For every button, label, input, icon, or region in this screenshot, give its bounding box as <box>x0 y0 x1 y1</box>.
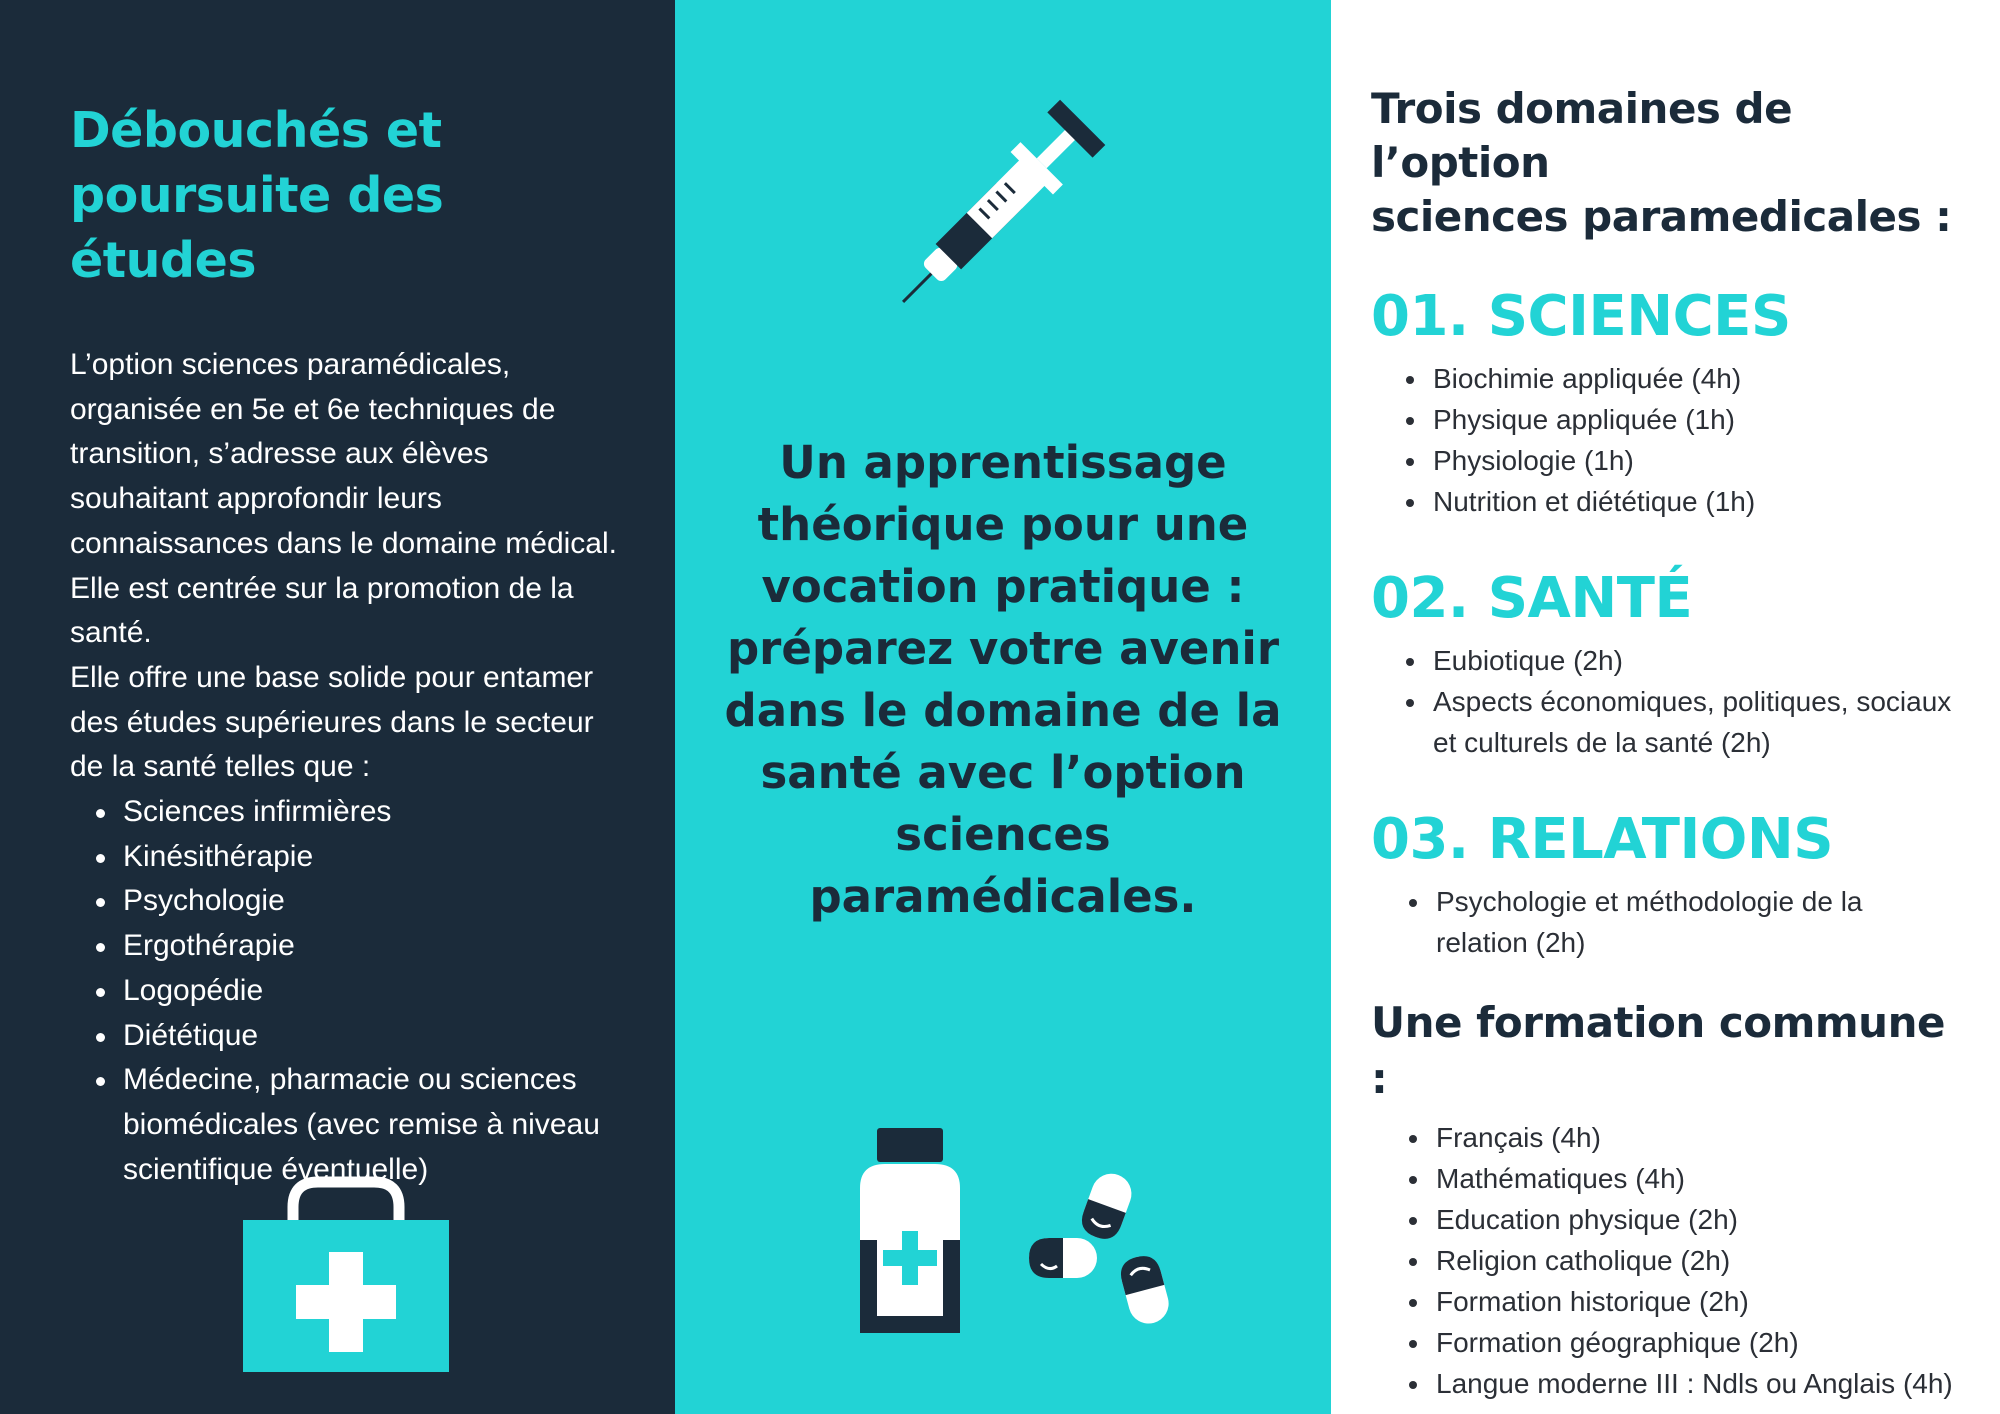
relations-list <box>1371 881 1960 963</box>
sciences-list <box>1371 358 1960 522</box>
left-title-line2: poursuite des études <box>70 167 444 289</box>
right-title-line1: Trois domaines de l’option <box>1371 84 1793 187</box>
statement-text: Un apprentissage théorique pour une vocation pratique : préparez votre avenir dans le domaine de la santé avec l’option sciences paramédicales. <box>724 436 1282 923</box>
list-item: Formation historique (2h) <box>1436 1281 1960 1322</box>
middle-panel <box>675 0 1331 1414</box>
list-item: Kinésithérapie <box>123 835 625 880</box>
list-item: Physique appliquée (1h) <box>1433 399 1960 440</box>
domain-heading-sciences: 01. SCIENCES <box>1371 284 1791 349</box>
left-title-line1: Débouchés et <box>70 102 442 159</box>
list-item: Psychologie et méthodologie de la relation (2h) <box>1436 881 1960 963</box>
list-item: Aspects économiques, politiques, sociaux et culturels de la santé (2h) <box>1433 681 1960 763</box>
list-item: Nutrition et diététique (1h) <box>1433 481 1960 522</box>
list-item: Religion catholique (2h) <box>1436 1240 1960 1281</box>
common-training-title: Une formation commune : <box>1371 998 1945 1103</box>
list-item: Diététique <box>123 1014 625 1059</box>
first-aid-kit-icon <box>243 1172 449 1372</box>
domain-heading-sante: 02. SANTÉ <box>1371 566 1693 631</box>
list-item: Formation géographique (2h) <box>1436 1322 1960 1363</box>
pills-icon <box>1027 1168 1177 1338</box>
right-title <box>1371 82 1960 244</box>
list-item: Ergothérapie <box>123 924 625 969</box>
studies-list <box>70 790 625 1192</box>
list-item: Mathématiques (4h) <box>1436 1158 1960 1199</box>
medicine-bottle-icon <box>855 1128 975 1333</box>
list-item: Eubiotique (2h) <box>1433 640 1960 681</box>
list-item: Psychologie <box>123 879 625 924</box>
list-item: Education physique (2h) <box>1436 1199 1960 1240</box>
list-item: Physiologie (1h) <box>1433 440 1960 481</box>
list-item: Logopédie <box>123 969 625 1014</box>
left-title <box>70 98 625 293</box>
common-training-list <box>1371 1117 1960 1404</box>
syringe-icon <box>875 90 1115 330</box>
left-panel <box>0 0 675 1414</box>
list-item: Biochimie appliquée (4h) <box>1433 358 1960 399</box>
right-title-line2: sciences paramedicales : <box>1371 192 1952 241</box>
sante-list <box>1371 640 1960 763</box>
list-item: Sciences infirmières <box>123 790 625 835</box>
domain-heading-relations: 03. RELATIONS <box>1371 807 1834 872</box>
intro-paragraph: L’option sciences paramédicales, organisée en 5e et 6e techniques de transition, s’adresse aux élèves souhaitant approfondir leurs connaissances dans le domaine médical. Elle est centrée sur la promotion de la santé. <box>70 348 617 650</box>
studies-paragraph: Elle offre une base solide pour entamer des études supérieures dans le secteur de la santé telles que : <box>70 660 594 784</box>
right-panel <box>1331 0 2000 1414</box>
list-item: Langue moderne III : Ndls ou Anglais (4h) <box>1436 1363 1960 1404</box>
list-item: Médecine, pharmacie ou sciences biomédicales (avec remise à niveau scientifique éventuelle) <box>123 1058 625 1192</box>
list-item: Français (4h) <box>1436 1117 1960 1158</box>
